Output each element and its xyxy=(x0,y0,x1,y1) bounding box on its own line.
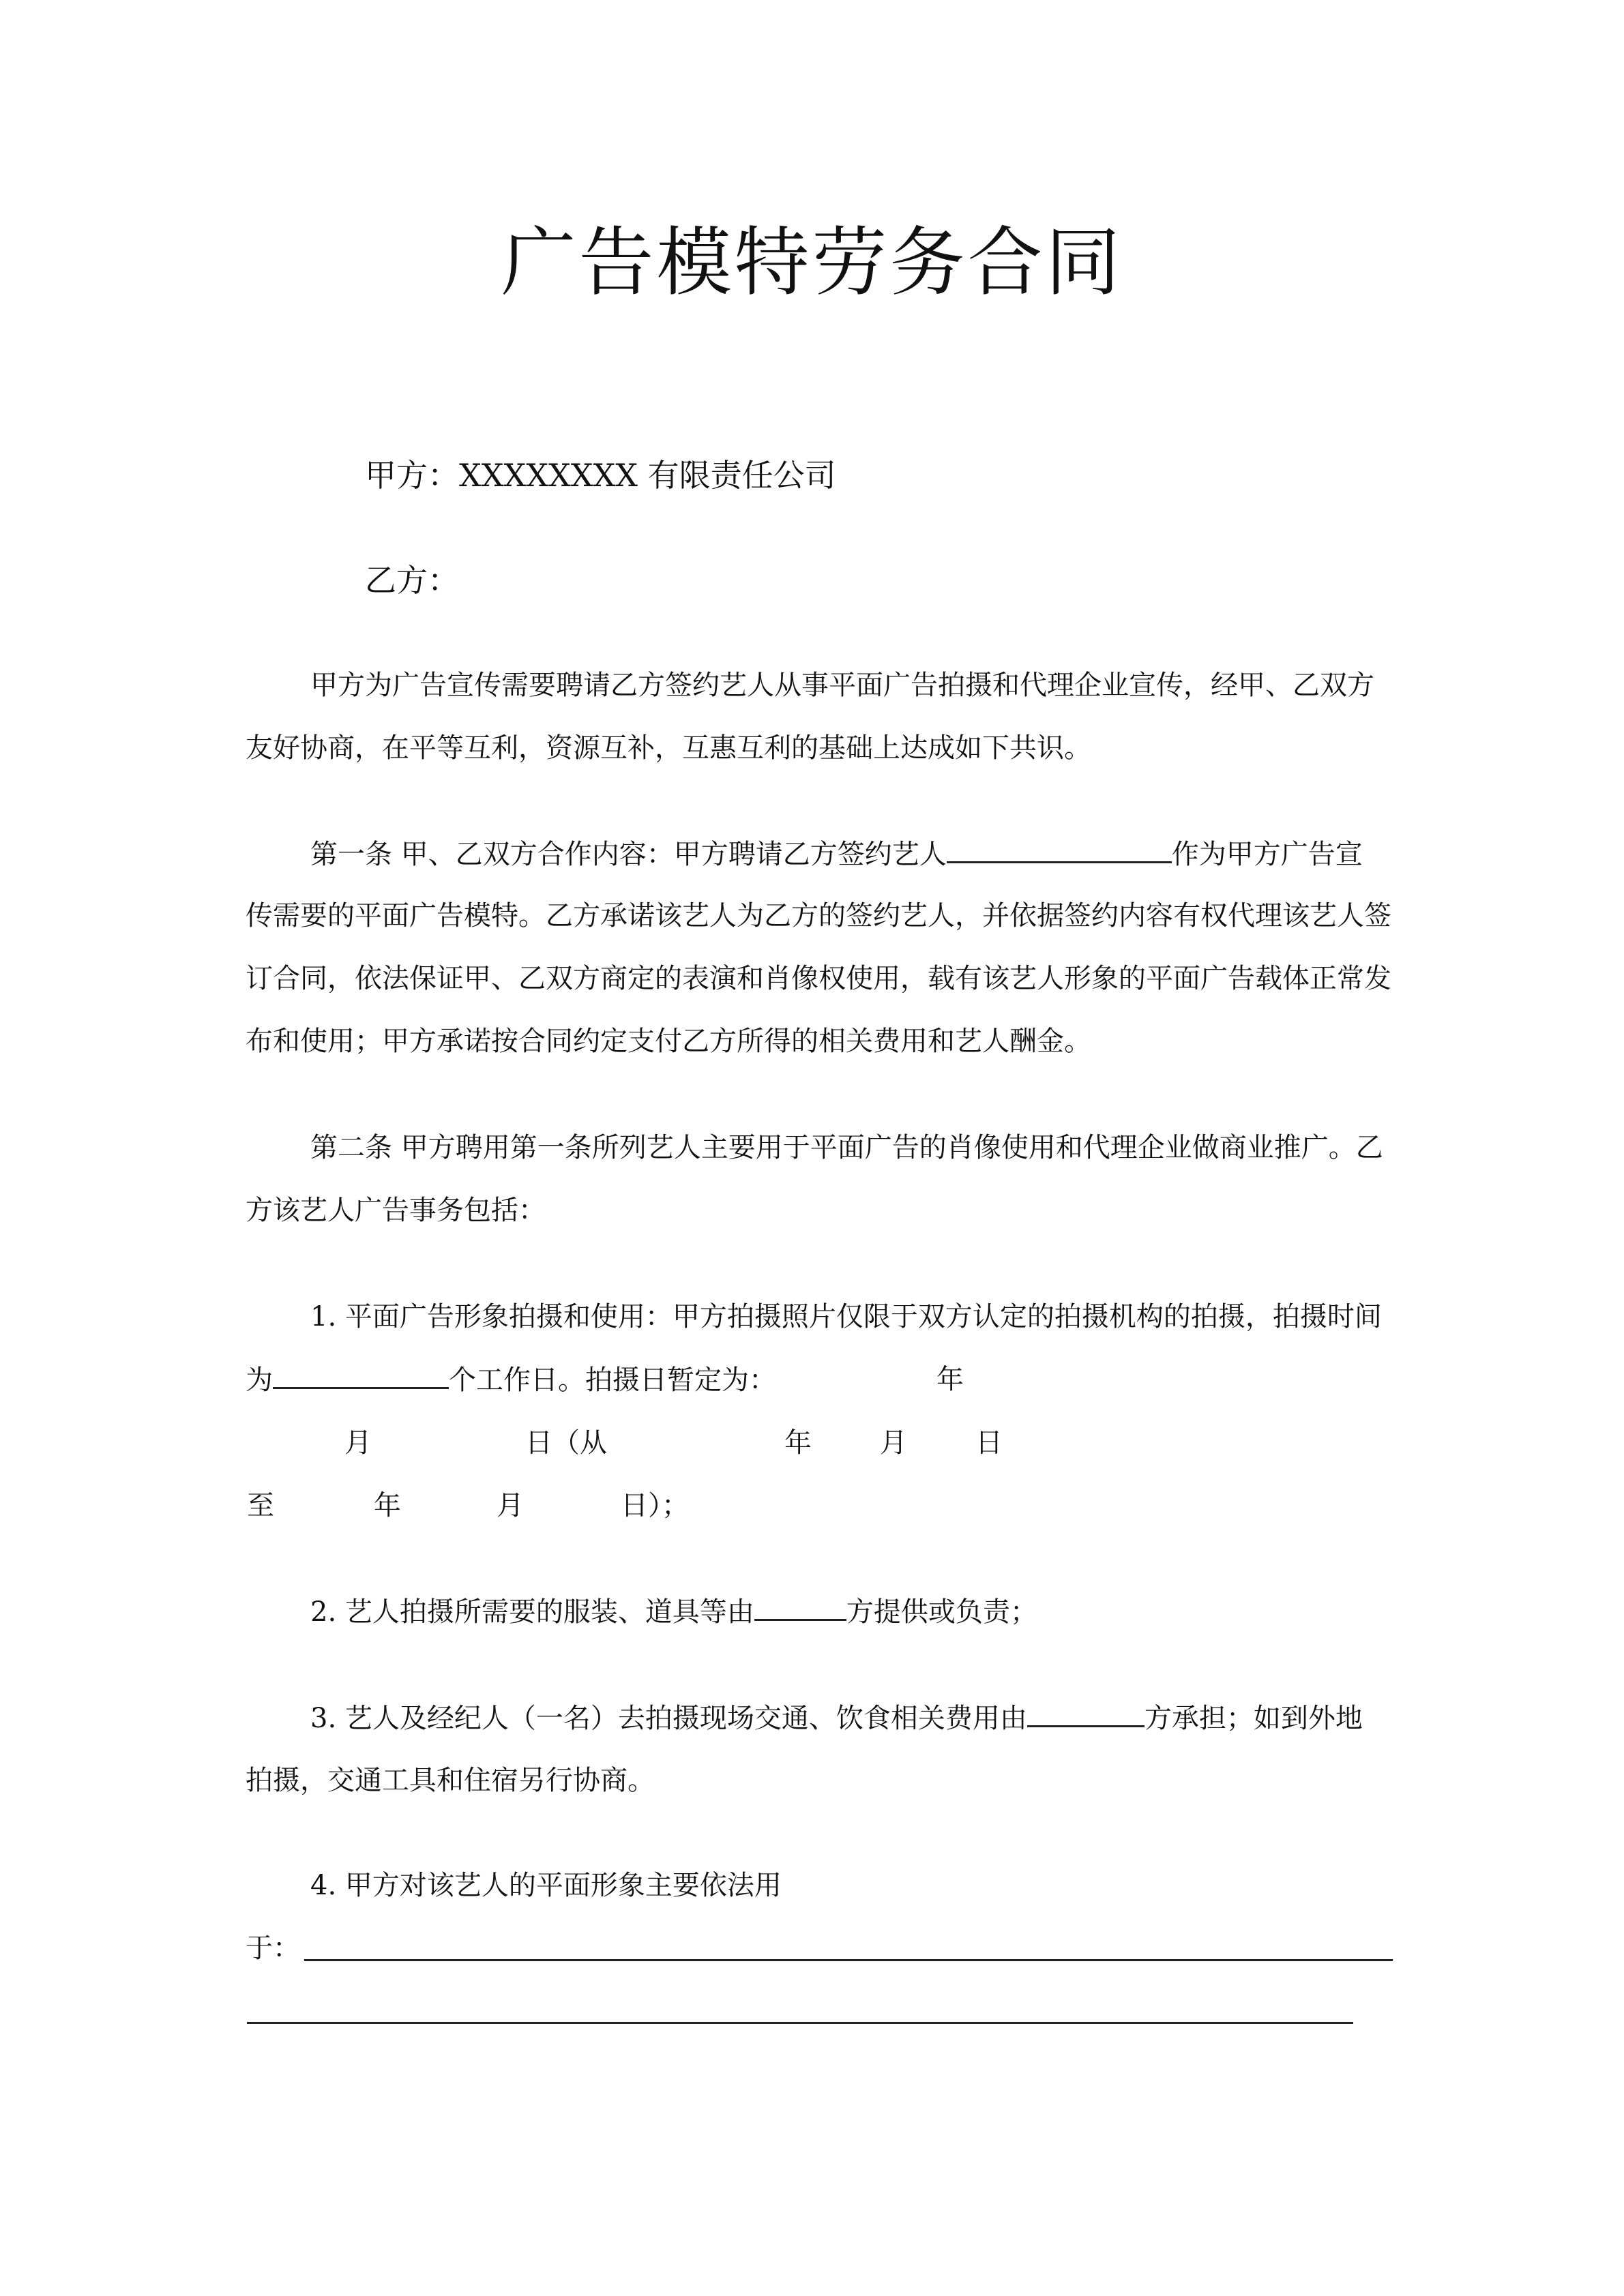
to-label: 至 xyxy=(247,1490,274,1521)
article-1-line-3: 订合同，依法保证甲、乙双方商定的表演和肖像权使用，载有该艺人形象的平面广告载体正常发 xyxy=(246,963,1391,994)
item-2-text-b: 方提供或负责； xyxy=(846,1596,1037,1628)
party-a: 甲方：XXXXXXXX 有限责任公司 xyxy=(365,457,836,494)
item-1-text-b: 个工作日。拍摄日暂定为： xyxy=(449,1365,776,1396)
from-month-label: 月 xyxy=(880,1427,907,1459)
item-2-line xyxy=(310,1594,1456,1629)
party-b: 乙方： xyxy=(365,562,459,599)
from-year-label: 年 xyxy=(784,1427,812,1459)
item-4-line-2: 于： xyxy=(246,1933,300,1964)
preamble-line-2: 友好协商，在平等互利，资源互补，互惠互利的基础上达成如下共识。 xyxy=(246,732,1091,764)
costume-provider-blank[interactable] xyxy=(754,1594,846,1621)
document-title: 广告模特劳务合同 xyxy=(501,219,1123,306)
date-day-from-label: 日（从 xyxy=(525,1427,607,1459)
to-month-label: 月 xyxy=(497,1490,524,1521)
item-3-text-a: 3. 艺人及经纪人（一名）去拍摄现场交通、饮食相关费用由 xyxy=(310,1703,1027,1734)
workdays-blank[interactable] xyxy=(273,1362,449,1389)
date-month-label: 月 xyxy=(344,1427,372,1459)
item-3-line-1 xyxy=(310,1701,1456,1735)
item-2-text-a: 2. 艺人拍摄所需要的服装、道具等由 xyxy=(310,1596,754,1628)
item-1-line-2 xyxy=(246,1362,1391,1397)
usage-blank-line-2[interactable] xyxy=(247,2022,1353,2024)
travel-cost-bearer-blank[interactable] xyxy=(1027,1701,1145,1727)
article-2-line-2: 方该艺人广告事务包括： xyxy=(246,1195,546,1226)
from-day-label: 日 xyxy=(975,1427,1003,1459)
article-1-text-a: 第一条 甲、乙双方合作内容：甲方聘请乙方签约艺人 xyxy=(310,839,947,870)
article-1-line-4: 布和使用；甲方承诺按合同约定支付乙方所得的相关费用和艺人酬金。 xyxy=(246,1026,1091,1057)
usage-blank-line-1[interactable] xyxy=(304,1959,1393,1961)
article-2-line-1: 第二条 甲方聘用第一条所列艺人主要用于平面广告的肖像使用和代理企业做商业推广。乙 xyxy=(310,1132,1383,1163)
item-3-line-2: 拍摄，交通工具和住宿另行协商。 xyxy=(246,1765,655,1796)
item-1-text-a: 为 xyxy=(246,1365,273,1396)
to-day-label: 日）； xyxy=(621,1490,689,1521)
article-1-line-2: 传需要的平面广告模特。乙方承诺该艺人为乙方的签约艺人，并依据签约内容有权代理该艺人签 xyxy=(246,900,1391,931)
item-1-line-1: 1. 平面广告形象拍摄和使用：甲方拍摄照片仅限于双方认定的拍摄机构的拍摄，拍摄时间 xyxy=(310,1301,1382,1332)
item-4-line-1: 4. 甲方对该艺人的平面形象主要依法用 xyxy=(310,1870,782,1901)
to-year-label: 年 xyxy=(374,1490,401,1521)
article-1-line-1 xyxy=(310,837,1456,871)
artist-name-blank[interactable] xyxy=(947,837,1172,863)
date-year-label: 年 xyxy=(936,1364,964,1395)
article-1-text-b: 作为甲方广告宣 xyxy=(1171,839,1363,870)
preamble-line-1: 甲方为广告宣传需要聘请乙方签约艺人从事平面广告拍摄和代理企业宣传，经甲、乙双方 xyxy=(310,670,1374,701)
item-3-text-b: 方承担；如到外地 xyxy=(1144,1703,1363,1734)
